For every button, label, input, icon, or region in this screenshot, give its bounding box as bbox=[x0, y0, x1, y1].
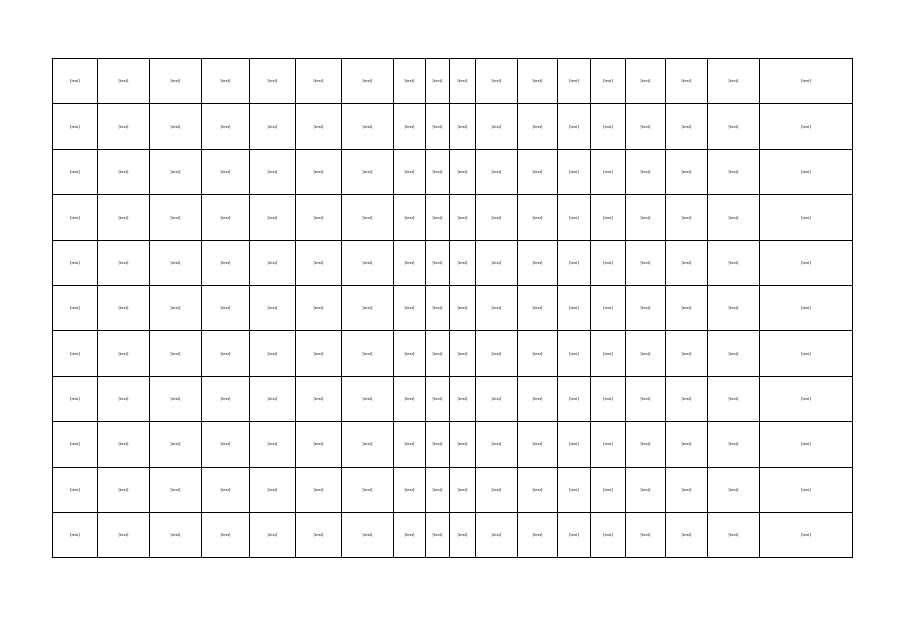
table-cell: [text] bbox=[250, 331, 296, 376]
table-cell: [text] bbox=[296, 331, 342, 376]
table-cell: [text] bbox=[202, 331, 250, 376]
table-cell: [text] bbox=[450, 512, 476, 557]
table-cell: [text] bbox=[666, 422, 708, 467]
table-cell: [text] bbox=[666, 240, 708, 285]
table-cell: [text] bbox=[626, 59, 666, 104]
table-cell: [text] bbox=[476, 512, 518, 557]
table-cell: [text] bbox=[53, 240, 98, 285]
table-cell: [text] bbox=[426, 376, 450, 421]
table-cell: [text] bbox=[53, 422, 98, 467]
table-cell: [text] bbox=[202, 376, 250, 421]
table-cell: [text] bbox=[98, 376, 150, 421]
table-cell: [text] bbox=[150, 195, 202, 240]
table-cell: [text] bbox=[394, 59, 426, 104]
table-cell: [text] bbox=[426, 331, 450, 376]
table-cell: [text] bbox=[250, 104, 296, 149]
table-cell: [text] bbox=[296, 285, 342, 330]
table-cell: [text] bbox=[250, 285, 296, 330]
table-cell: [text] bbox=[342, 467, 394, 512]
table-cell: [text] bbox=[708, 376, 760, 421]
table-cell: [text] bbox=[450, 104, 476, 149]
table-cell: [text] bbox=[708, 467, 760, 512]
table-cell: [text] bbox=[708, 240, 760, 285]
table-cell: [text] bbox=[342, 376, 394, 421]
table-cell: [text] bbox=[250, 59, 296, 104]
table-cell: [text] bbox=[202, 467, 250, 512]
table-cell: [text] bbox=[558, 422, 591, 467]
table-cell: [text] bbox=[53, 104, 98, 149]
table-cell: [text] bbox=[450, 240, 476, 285]
table-cell: [text] bbox=[250, 422, 296, 467]
table-row bbox=[53, 195, 853, 240]
table-cell: [text] bbox=[558, 331, 591, 376]
table-cell: [text] bbox=[450, 59, 476, 104]
table-cell: [text] bbox=[53, 59, 98, 104]
table-cell: [text] bbox=[626, 512, 666, 557]
table-cell: [text] bbox=[558, 104, 591, 149]
table-cell: [text] bbox=[202, 512, 250, 557]
table-cell: [text] bbox=[394, 422, 426, 467]
table-cell: [text] bbox=[591, 512, 626, 557]
table-cell: [text] bbox=[626, 467, 666, 512]
table-cell: [text] bbox=[202, 104, 250, 149]
table-cell: [text] bbox=[591, 149, 626, 194]
table-cell: [text] bbox=[708, 285, 760, 330]
table-cell: [text] bbox=[666, 331, 708, 376]
table-cell: [text] bbox=[53, 376, 98, 421]
table-cell: [text] bbox=[558, 512, 591, 557]
table-cell: [text] bbox=[518, 376, 558, 421]
table-cell: [text] bbox=[250, 467, 296, 512]
table-cell: [text] bbox=[98, 331, 150, 376]
table-cell: [text] bbox=[296, 104, 342, 149]
table-cell: [text] bbox=[476, 240, 518, 285]
table-cell: [text] bbox=[296, 195, 342, 240]
table-cell: [text] bbox=[342, 240, 394, 285]
table-cell: [text] bbox=[53, 285, 98, 330]
table-cell: [text] bbox=[296, 59, 342, 104]
table-cell: [text] bbox=[296, 240, 342, 285]
table-cell: [text] bbox=[518, 512, 558, 557]
table-row bbox=[53, 422, 853, 467]
table-cell: [text] bbox=[450, 467, 476, 512]
table-cell: [text] bbox=[476, 331, 518, 376]
table-cell: [text] bbox=[250, 376, 296, 421]
table-cell: [text] bbox=[53, 331, 98, 376]
table-cell: [text] bbox=[591, 422, 626, 467]
table-cell: [text] bbox=[250, 512, 296, 557]
table-cell: [text] bbox=[426, 240, 450, 285]
table-cell: [text] bbox=[626, 285, 666, 330]
table-cell: [text] bbox=[558, 149, 591, 194]
table-cell: [text] bbox=[450, 422, 476, 467]
table-cell: [text] bbox=[476, 467, 518, 512]
table-cell: [text] bbox=[518, 104, 558, 149]
table-cell: [text] bbox=[666, 376, 708, 421]
table-cell: [text] bbox=[760, 240, 853, 285]
table-cell: [text] bbox=[476, 422, 518, 467]
table-cell: [text] bbox=[450, 195, 476, 240]
table-cell: [text] bbox=[426, 195, 450, 240]
table-cell: [text] bbox=[250, 149, 296, 194]
table-cell: [text] bbox=[708, 149, 760, 194]
table-cell: [text] bbox=[558, 240, 591, 285]
table-cell: [text] bbox=[202, 285, 250, 330]
table-cell: [text] bbox=[150, 240, 202, 285]
table-cell: [text] bbox=[626, 331, 666, 376]
table-cell: [text] bbox=[426, 149, 450, 194]
table-cell: [text] bbox=[394, 195, 426, 240]
table-cell: [text] bbox=[202, 149, 250, 194]
table-cell: [text] bbox=[591, 376, 626, 421]
table-cell: [text] bbox=[98, 422, 150, 467]
table-cell: [text] bbox=[394, 104, 426, 149]
table-cell: [text] bbox=[426, 285, 450, 330]
table-cell: [text] bbox=[250, 195, 296, 240]
data-table bbox=[52, 58, 853, 558]
table-cell: [text] bbox=[666, 285, 708, 330]
table-cell: [text] bbox=[626, 240, 666, 285]
table-row bbox=[53, 149, 853, 194]
table-cell: [text] bbox=[558, 376, 591, 421]
table-cell: [text] bbox=[476, 285, 518, 330]
table-cell: [text] bbox=[518, 149, 558, 194]
table-cell: [text] bbox=[450, 285, 476, 330]
table-cell: [text] bbox=[98, 195, 150, 240]
table-cell: [text] bbox=[476, 195, 518, 240]
table-cell: [text] bbox=[760, 467, 853, 512]
table-row bbox=[53, 376, 853, 421]
table-cell: [text] bbox=[760, 104, 853, 149]
table-cell: [text] bbox=[591, 104, 626, 149]
table-cell: [text] bbox=[202, 422, 250, 467]
table-cell: [text] bbox=[558, 195, 591, 240]
table-cell: [text] bbox=[591, 240, 626, 285]
table-cell: [text] bbox=[476, 149, 518, 194]
table-cell: [text] bbox=[450, 376, 476, 421]
table-row bbox=[53, 512, 853, 557]
table-cell: [text] bbox=[666, 467, 708, 512]
table-cell: [text] bbox=[296, 376, 342, 421]
table-cell: [text] bbox=[296, 422, 342, 467]
table-cell: [text] bbox=[476, 59, 518, 104]
table-cell: [text] bbox=[53, 467, 98, 512]
table-cell: [text] bbox=[626, 149, 666, 194]
table-cell: [text] bbox=[760, 285, 853, 330]
table-cell: [text] bbox=[760, 59, 853, 104]
table-cell: [text] bbox=[708, 195, 760, 240]
table-cell: [text] bbox=[426, 59, 450, 104]
table-cell: [text] bbox=[342, 422, 394, 467]
table-cell: [text] bbox=[760, 422, 853, 467]
table-cell: [text] bbox=[760, 376, 853, 421]
table-cell: [text] bbox=[666, 104, 708, 149]
table-cell: [text] bbox=[98, 240, 150, 285]
table-cell: [text] bbox=[98, 104, 150, 149]
table-cell: [text] bbox=[558, 285, 591, 330]
table-cell: [text] bbox=[342, 195, 394, 240]
table-cell: [text] bbox=[150, 376, 202, 421]
table-row bbox=[53, 331, 853, 376]
table-cell: [text] bbox=[98, 512, 150, 557]
table-cell: [text] bbox=[518, 195, 558, 240]
table-cell: [text] bbox=[626, 104, 666, 149]
table-row bbox=[53, 59, 853, 104]
table-cell: [text] bbox=[98, 149, 150, 194]
table-cell: [text] bbox=[476, 104, 518, 149]
table-cell: [text] bbox=[760, 512, 853, 557]
table-cell: [text] bbox=[591, 195, 626, 240]
table-cell: [text] bbox=[626, 195, 666, 240]
table-cell: [text] bbox=[53, 195, 98, 240]
table-cell: [text] bbox=[342, 149, 394, 194]
table-cell: [text] bbox=[394, 149, 426, 194]
table-cell: [text] bbox=[202, 59, 250, 104]
table-cell: [text] bbox=[426, 467, 450, 512]
table-cell: [text] bbox=[518, 285, 558, 330]
table-cell: [text] bbox=[202, 195, 250, 240]
table-cell: [text] bbox=[666, 149, 708, 194]
table-cell: [text] bbox=[53, 512, 98, 557]
table-cell: [text] bbox=[394, 376, 426, 421]
table-cell: [text] bbox=[591, 59, 626, 104]
table-cell: [text] bbox=[626, 422, 666, 467]
table-cell: [text] bbox=[394, 331, 426, 376]
table-cell: [text] bbox=[476, 376, 518, 421]
table-cell: [text] bbox=[394, 240, 426, 285]
table-cell: [text] bbox=[760, 149, 853, 194]
table-cell: [text] bbox=[342, 331, 394, 376]
table-cell: [text] bbox=[666, 195, 708, 240]
table-row bbox=[53, 240, 853, 285]
table-cell: [text] bbox=[558, 467, 591, 512]
table-cell: [text] bbox=[394, 467, 426, 512]
table-cell: [text] bbox=[342, 512, 394, 557]
table-cell: [text] bbox=[518, 422, 558, 467]
table-cell: [text] bbox=[426, 422, 450, 467]
table-cell: [text] bbox=[558, 59, 591, 104]
table-cell: [text] bbox=[202, 240, 250, 285]
table-cell: [text] bbox=[591, 285, 626, 330]
table-cell: [text] bbox=[296, 149, 342, 194]
table-cell: [text] bbox=[98, 285, 150, 330]
table-cell: [text] bbox=[342, 104, 394, 149]
table-cell: [text] bbox=[591, 467, 626, 512]
table-cell: [text] bbox=[296, 512, 342, 557]
table-cell: [text] bbox=[591, 331, 626, 376]
table-cell: [text] bbox=[760, 195, 853, 240]
table-cell: [text] bbox=[53, 149, 98, 194]
table-cell: [text] bbox=[150, 285, 202, 330]
table-cell: [text] bbox=[708, 59, 760, 104]
table-cell: [text] bbox=[150, 149, 202, 194]
table-cell: [text] bbox=[518, 59, 558, 104]
table-cell: [text] bbox=[250, 240, 296, 285]
table-cell: [text] bbox=[426, 104, 450, 149]
table-cell: [text] bbox=[150, 104, 202, 149]
table-cell: [text] bbox=[760, 331, 853, 376]
table-cell: [text] bbox=[342, 285, 394, 330]
table-cell: [text] bbox=[518, 240, 558, 285]
table-row bbox=[53, 104, 853, 149]
table-cell: [text] bbox=[626, 376, 666, 421]
table-cell: [text] bbox=[394, 512, 426, 557]
table-cell: [text] bbox=[666, 512, 708, 557]
table-cell: [text] bbox=[666, 59, 708, 104]
table-cell: [text] bbox=[150, 512, 202, 557]
table-cell: [text] bbox=[342, 59, 394, 104]
table-row bbox=[53, 285, 853, 330]
table-cell: [text] bbox=[518, 467, 558, 512]
table-cell: [text] bbox=[708, 512, 760, 557]
table-body bbox=[53, 59, 853, 558]
table-row bbox=[53, 467, 853, 512]
table-cell: [text] bbox=[394, 285, 426, 330]
table-cell: [text] bbox=[518, 331, 558, 376]
table-cell: [text] bbox=[450, 149, 476, 194]
table-cell: [text] bbox=[708, 331, 760, 376]
table-cell: [text] bbox=[150, 331, 202, 376]
table-cell: [text] bbox=[150, 59, 202, 104]
table-cell: [text] bbox=[426, 512, 450, 557]
table-cell: [text] bbox=[708, 422, 760, 467]
table-cell: [text] bbox=[150, 422, 202, 467]
table-cell: [text] bbox=[98, 59, 150, 104]
table-cell: [text] bbox=[708, 104, 760, 149]
table-cell: [text] bbox=[450, 331, 476, 376]
table-cell: [text] bbox=[150, 467, 202, 512]
table-cell: [text] bbox=[296, 467, 342, 512]
table-cell: [text] bbox=[98, 467, 150, 512]
